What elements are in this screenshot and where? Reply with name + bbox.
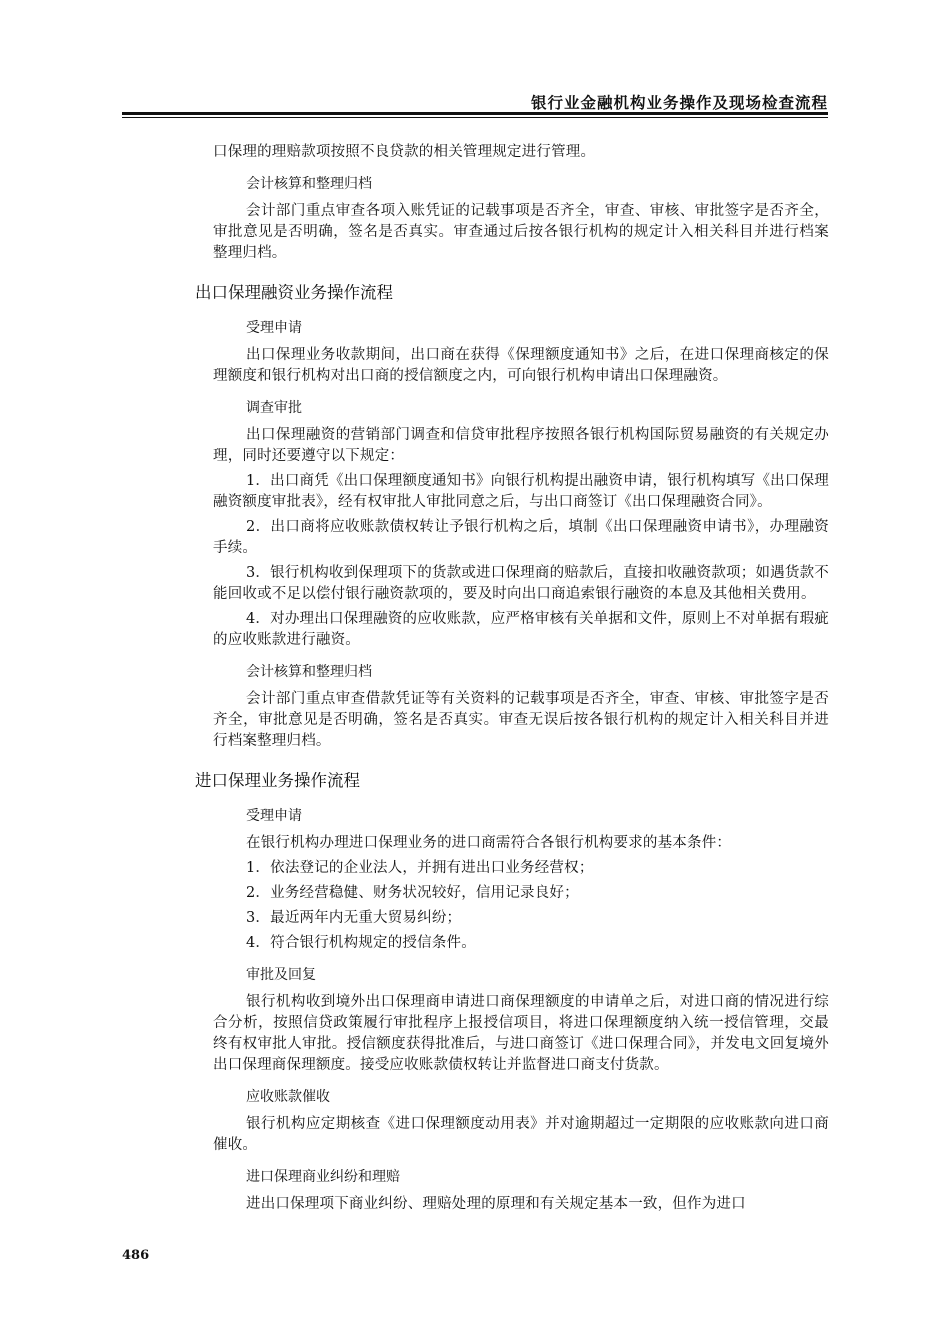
body-paragraph: 在银行机构办理进口保理业务的进口商需符合各银行机构要求的基本条件：: [246, 835, 732, 851]
body-paragraph: 4．对办理出口保理融资的应收账款，应严格审核有关单据和文件，原则上不对单据有瑕疵的应收账款进行融资。: [213, 611, 829, 648]
body-paragraph: 出口保理融资的营销部门调查和信贷审批程序按照各银行机构国际贸易融资的有关规定办理，同时还要遵守以下规定：: [213, 427, 829, 464]
subsection-heading: 应收账款催收: [246, 1089, 330, 1105]
body-paragraph: 出口保理业务收款期间，出口商在获得《保理额度通知书》之后，在进口保理商核定的保理额度和银行机构对出口商的授信额度之内，可向银行机构申请出口保理融资。: [213, 347, 829, 384]
page-body: [195, 142, 829, 1219]
header-rule-thick: [122, 112, 828, 115]
subsection-heading: 会计核算和整理归档: [246, 176, 372, 192]
running-header-title: 银行业金融机构业务操作及现场检查流程: [530, 94, 828, 112]
body-paragraph: 口保理的理赔款项按照不良贷款的相关管理规定进行管理。: [213, 144, 596, 160]
body-paragraph: 3．银行机构收到保理项下的货款或进口保理商的赔款后，直接扣收融资款项；如遇货款不能回收或不足以偿付银行融资款项的，要及时向出口商追索银行融资的本息及其他相关费用。: [213, 565, 829, 602]
subsection-heading: 审批及回复: [246, 967, 316, 983]
body-paragraph: 3．最近两年内无重大贸易纠纷；: [246, 910, 462, 926]
body-paragraph: 4．符合银行机构规定的授信条件。: [246, 935, 476, 951]
subsection-heading: 调查审批: [246, 400, 302, 416]
body-paragraph: 银行机构收到境外出口保理商申请进口商保理额度的申请单之后，对进口商的情况进行综合分析，按照信贷政策履行审批程序上报授信项目，将进口保理额度纳入统一授信管理，交最终有权审批人审批。授信额度获得批准后，与进口商签订《进口保理合同》，并发电文回复境外出口保理商保理额度。接受应收账款债权转让并监督进口商支付货款。: [213, 994, 829, 1073]
body-paragraph: 进出口保理项下商业纠纷、理赔处理的原理和有关规定基本一致，但作为进口: [246, 1196, 746, 1212]
body-paragraph: 银行机构应定期核查《进口保理额度动用表》并对逾期超过一定期限的应收账款向进口商催收。: [213, 1116, 829, 1153]
body-paragraph: 会计部门重点审查借款凭证等有关资料的记载事项是否齐全，审查、审核、审批签字是否齐全，审批意见是否明确，签名是否真实。审查无误后按各银行机构的规定计入相关科目并进行档案整理归档。: [213, 691, 829, 749]
header-rule-thin: [122, 117, 828, 118]
subsection-heading: 会计核算和整理归档: [246, 664, 372, 680]
page-number: 486: [122, 1248, 150, 1263]
subsection-heading: 进口保理商业纠纷和理赔: [246, 1169, 400, 1185]
subsection-heading: 受理申请: [246, 808, 302, 824]
body-paragraph: 2．出口商将应收账款债权转让予银行机构之后，填制《出口保理融资申请书》，办理融资手续。: [213, 519, 829, 556]
subsection-heading: 受理申请: [246, 320, 302, 336]
body-paragraph: 会计部门重点审查各项入账凭证的记载事项是否齐全，审查、审核、审批签字是否齐全，审批意见是否明确，签名是否真实。审查通过后按各银行机构的规定计入相关科目并进行档案整理归档。: [213, 203, 829, 261]
body-paragraph: 1．出口商凭《出口保理额度通知书》向银行机构提出融资申请，银行机构填写《出口保理融资额度审批表》，经有权审批人审批同意之后，与出口商签订《出口保理融资合同》。: [213, 473, 829, 510]
body-paragraph: 2．业务经营稳健、财务状况较好，信用记录良好；: [246, 885, 579, 901]
section-heading: 进口保理业务操作流程: [195, 771, 360, 790]
body-paragraph: 1．依法登记的企业法人，并拥有进出口业务经营权；: [246, 860, 594, 876]
section-heading: 出口保理融资业务操作流程: [195, 283, 393, 302]
